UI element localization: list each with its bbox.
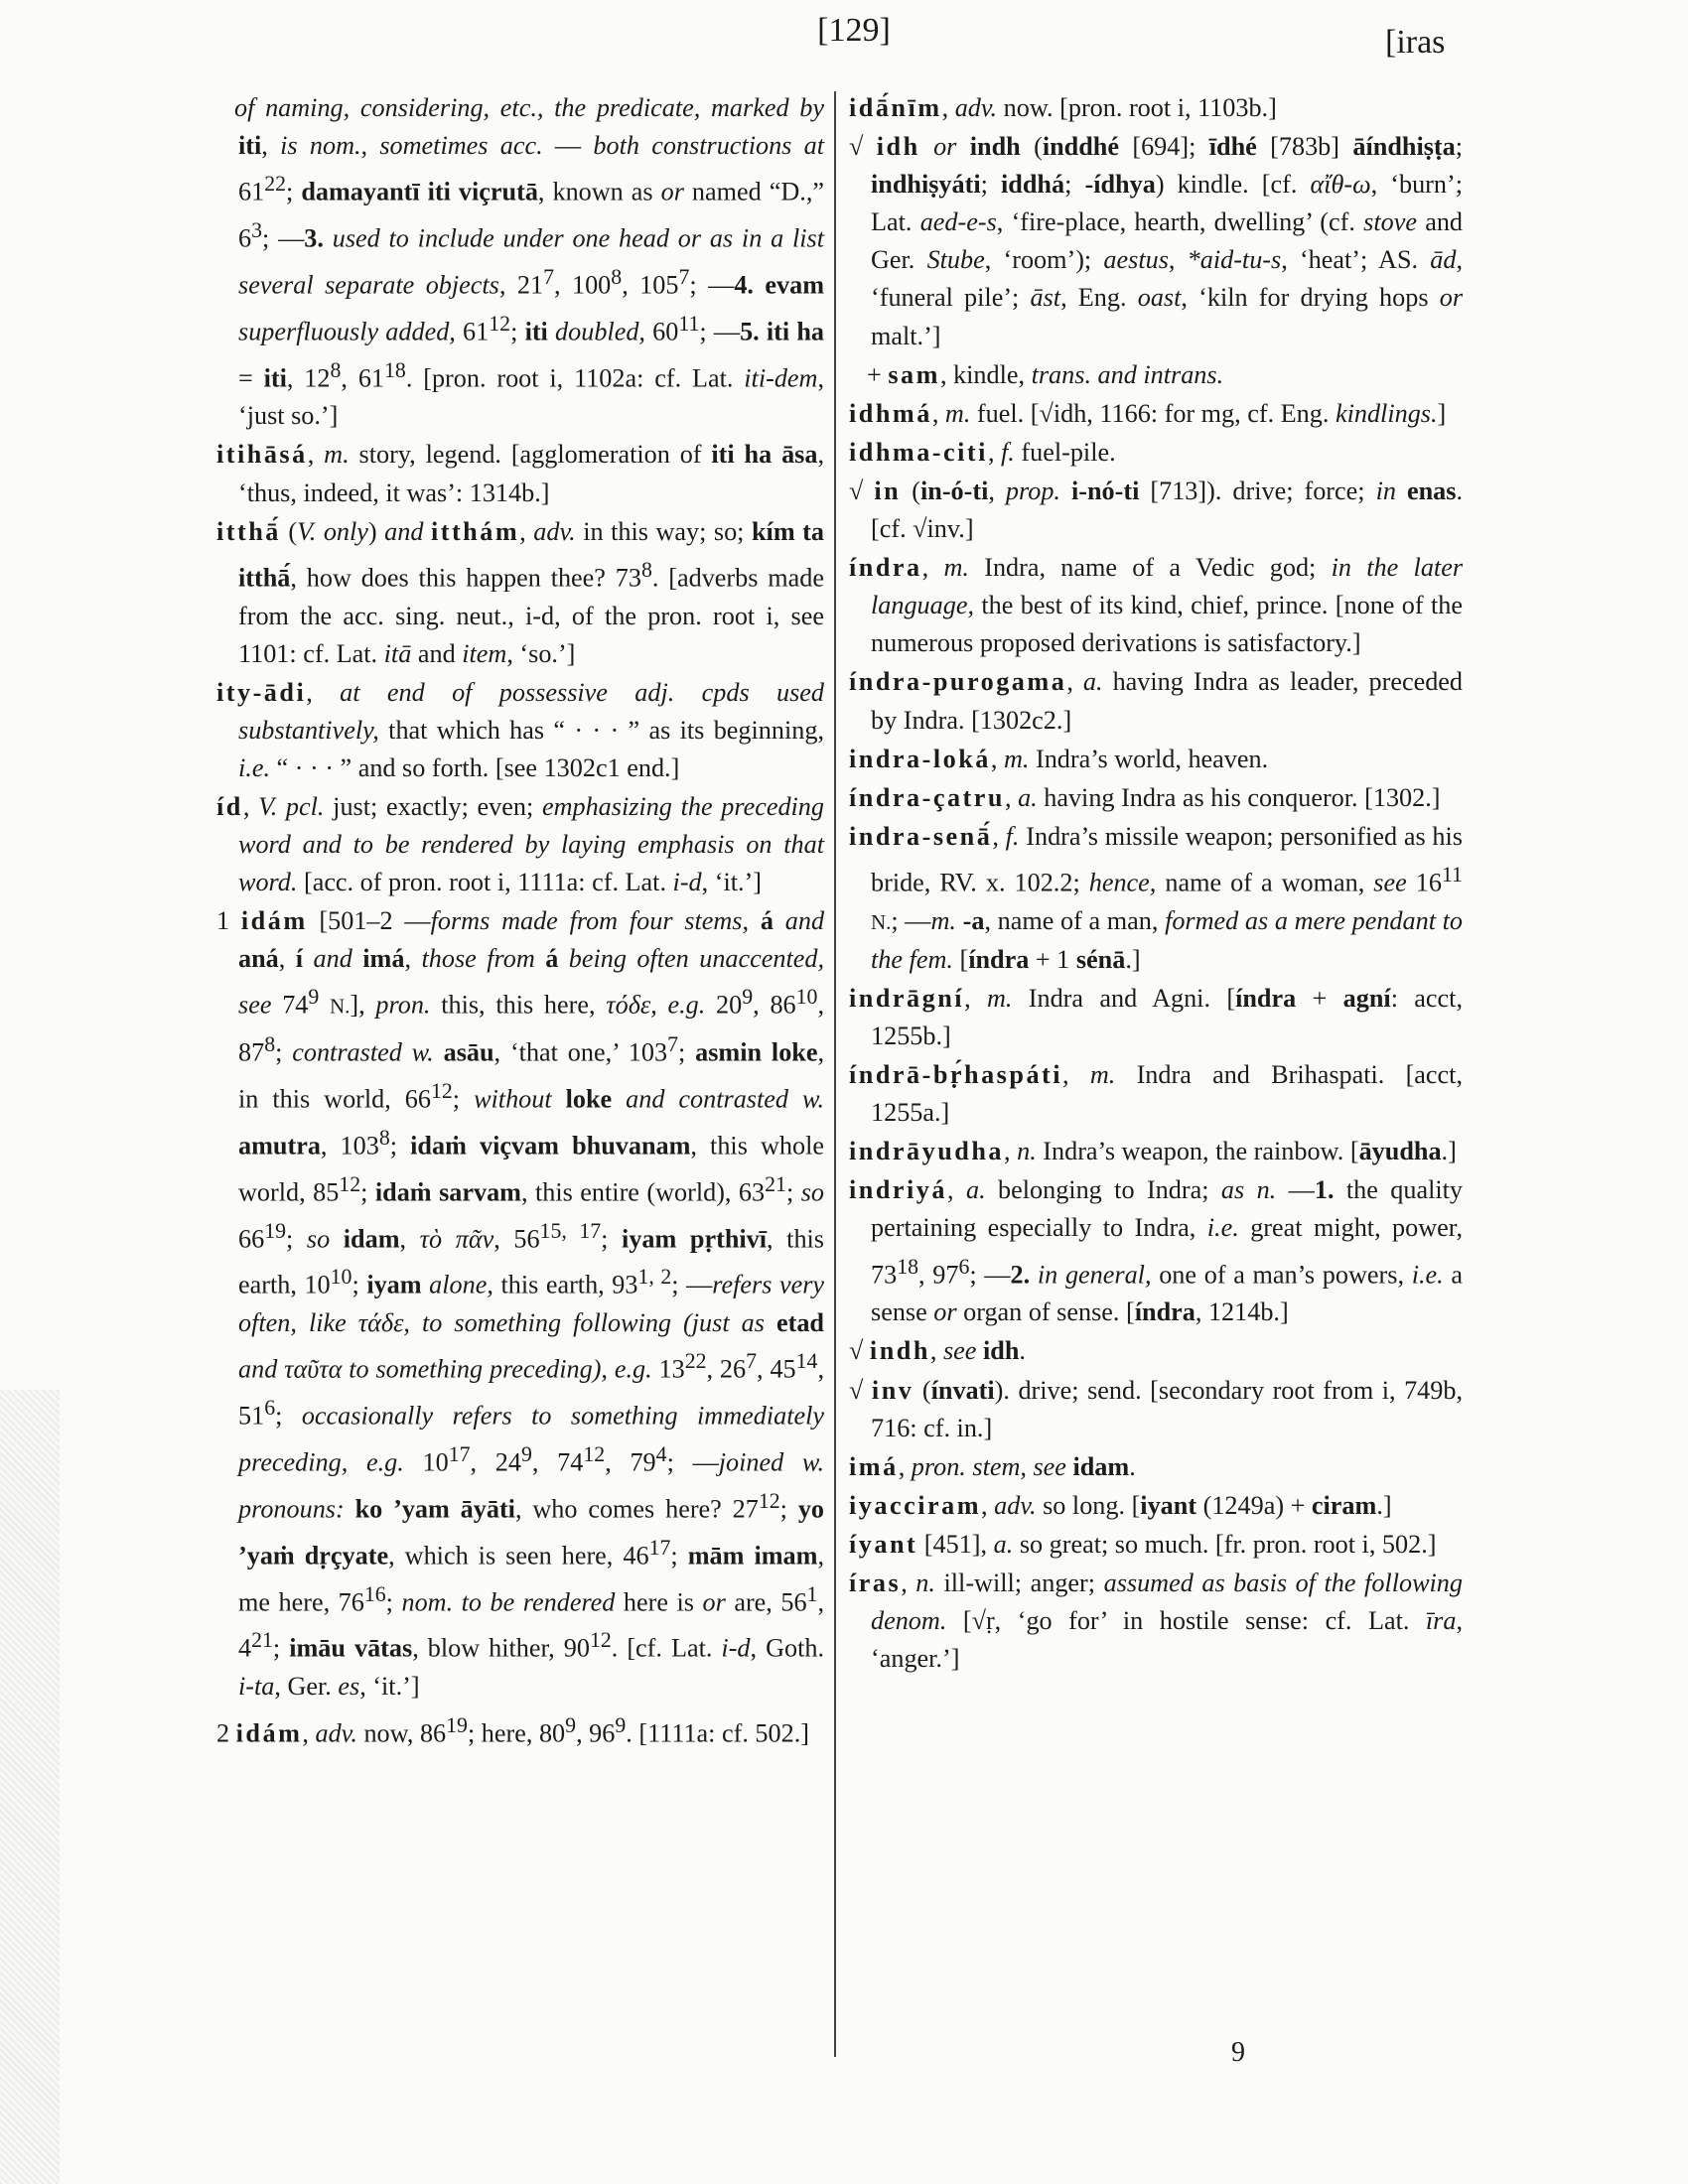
dictionary-entry-indra-purogama: índra-purogama, a. having Indra as leader, preceded by Indra. [1302c2.] xyxy=(849,667,1464,735)
page-number: [129] xyxy=(817,12,891,49)
page-edge-shading xyxy=(0,1390,60,2184)
dictionary-entry-idam-2: 2 idám, adv. now, $86^{19}$; here, $80^9$, $96^9$. [1111a: cf. 502.] xyxy=(216,1713,809,1748)
right-column xyxy=(849,89,1463,1679)
left-column xyxy=(216,89,824,1754)
dictionary-entry-idanim: idā́nīm, adv. now. [pron. root i, 1103b.] xyxy=(849,93,1277,122)
dictionary-entry-indragni: indrāgní, m. Indra and Agni. [índra + agní: acct, 1255b.] xyxy=(849,983,1463,1050)
dictionary-entry-indra-catru: índra-çatru, a. having Indra as his conqueror. [1302.] xyxy=(849,782,1441,812)
dictionary-entry-idam-1: 1 idám [501–2 —forms made from four stems, á and aná, í and imá, those from á being often unaccented, see $74^9$ N.], pron. this, this here, τόδε, e.g. $20^9$, $86^{10}$, $87^8$; contrasted w. asāu, ‘that one,’ $103^7$; asmin loke, in this world, $66^{12}$; without loke and contrasted w. amutra, $103^8$; idaṁ viçvam bhuvanam, this whole world, $85^{12}$; idaṁ sarvam, this entire (world), $63^{21}$; so $66^{19}$; so idam, τὸ πᾶν, 56$^{15, 17}$; iyam pṛthivī, this earth, $10^{10}$; iyam alone, this earth, 93$^{1, 2}$; —refers very often, like τάδε, to something following (just as etad and ταῦτα to something preceding), e.g. $13^{22}$, $26^7$, $45^{14}$, $51^6$; occasionally refers to something immediately preceding, e.g. $10^{17}$, $24^9$, $74^{12}$, $79^4$; —joined w. pronouns: ko ’yam āyāti, who comes here? $27^{12}$; yo ’yaṁ dṛçyate, which is seen here, $46^{17}$; mām imam, me here, $76^{16}$; nom. to be rendered here is or are, $56^1$, $4^{21}$; imāu vātas, blow hither, $90^{12}$. [cf. Lat. i-d, Goth. i-ta, Ger. es, ‘it.’] xyxy=(216,906,825,1702)
dictionary-entry-indra-sena: indra-senā́, f. Indra’s missile weapon; personified as his bride, RV. x. 102.2; hence, name of a woman, see $16^{11}$ N.; —m. -a, name of a man, formed as a mere pendant to the fem. [índra + 1 sénā.] xyxy=(849,821,1464,974)
signature-mark: 9 xyxy=(1231,2037,1245,2068)
dictionary-entry-idh-sam: + sam, kindle, trans. and intrans. xyxy=(867,359,1224,389)
dictionary-entry-ima: imá, pron. stem, see idam. xyxy=(849,1451,1136,1481)
guide-word: [iras xyxy=(1385,24,1446,61)
dictionary-entry-id: íd, V. pcl. just; exactly; even; emphasizing the preceding word and to be rendered by laying emphasis on that word. [acc. of pron. root i, 1111a: cf. Lat. i-d, ‘it.’] xyxy=(216,792,824,897)
dictionary-entry-indriya: indriyá, a. belonging to Indra; as n. —1. the quality pertaining especially to Indra, i.e. great might, power, $73^{18}$, $97^6$; —2. in general, one of a man’s powers, i.e. a sense or organ of sense. [índra, 1214b.] xyxy=(849,1175,1464,1327)
column-divider xyxy=(834,91,836,2057)
dictionary-entry-idhma-citi: idhma-citi, f. fuel-pile. xyxy=(849,437,1116,467)
dictionary-entry-itihasa: itihāsá, m. story, legend. [agglomeration of iti ha āsa, ‘thus, indeed, it was’: 1314b.] xyxy=(216,440,825,507)
dictionary-entry-inv: √ inv (ínvati). drive; send. [secondary root from i, 749b, 716: cf. in.] xyxy=(849,1375,1464,1442)
dictionary-entry-indrayudha: indrāyudha, n. Indra’s weapon, the rainbow. [āyudha.] xyxy=(849,1137,1457,1166)
dictionary-entry-indra-loka: indra-loká, m. Indra’s world, heaven. xyxy=(849,744,1269,773)
dictionary-entry-in: √ in (in-ó-ti, prop. i-nó-ti [713]). drive; force; in enas. [cf. √inv.] xyxy=(849,476,1463,544)
dictionary-entry-idh: √ idh or indh (inddhé [694]; īdhé [783b] āíndhiṣṭa; indhiṣyáti; iddhá; -ídhya) kindle. [cf. αἴθ-ω, ‘burn’; Lat. aed-e-s, ‘fire-place, hearth, dwelling’ (cf. stove and Ger. Stube, ‘room’); aestus, *aid-tu-s, ‘heat’; AS. ād, ‘funeral pile’; āst, Eng. oast, ‘kiln for drying hops or malt.’] xyxy=(849,132,1464,350)
dictionary-entry-indra-brhaspati: índrā-bṛ́haspáti, m. Indra and Brihaspati. [acct, 1255a.] xyxy=(849,1060,1464,1128)
dictionary-entry-ittha: itthā́ (V. only) and itthám, adv. in this way; so; kím ta itthā́, how does this happen thee? $73^8$. [adverbs made from the acc. sing. neut., i-d, of the pron. root i, see 1101: cf. Lat. itā and item, ‘so.’] xyxy=(216,516,824,668)
dictionary-entry-ity-adi: ity-ādi, at end of possessive adj. cpds used substantively, that which has “ · · · ” as its beginning, i.e. “ · · · ” and so forth. [see 1302c1 end.] xyxy=(216,677,825,782)
dictionary-entry-indh: √ indh, see idh. xyxy=(849,1336,1026,1366)
dictionary-entry-iyacciram: iyacciram, adv. so long. [iyant (1249a) + ciram.] xyxy=(849,1490,1392,1520)
dictionary-entry-iras: íras, n. ill-will; anger; assumed as basis of the following denom. [√ṛ, ‘go for’ in hostile sense: cf. Lat. īra, ‘anger.’] xyxy=(849,1569,1463,1674)
dictionary-entry-iti-cont: of naming, considering, etc., the predicate, marked by iti, is nom., sometimes acc. — both constructions at $61^{22}$; damayantī iti viçrutā, known as or named “D.,” $6^3$; —3. used to include under one head or as in a list several separate objects, $21^7$, $100^8$, $105^7$; —4. evam superfluously added, $61^{12}$; iti doubled, $60^{11}$; —5. iti ha = iti, $12^8$, $61^{18}$. [pron. root i, 1102a: cf. Lat. iti-dem, ‘just so.’] xyxy=(234,93,825,431)
dictionary-entry-indra: índra, m. Indra, name of a Vedic god; in the later language, the best of its kind, chief, prince. [none of the numerous proposed derivations is satisfactory.] xyxy=(849,553,1464,658)
dictionary-entry-idhma: idhmá, m. fuel. [√idh, 1166: for mg, cf. Eng. kindlings.] xyxy=(849,398,1447,428)
dictionary-entry-iyant: íyant [451], a. so great; so much. [fr. pron. root i, 502.] xyxy=(849,1529,1437,1559)
